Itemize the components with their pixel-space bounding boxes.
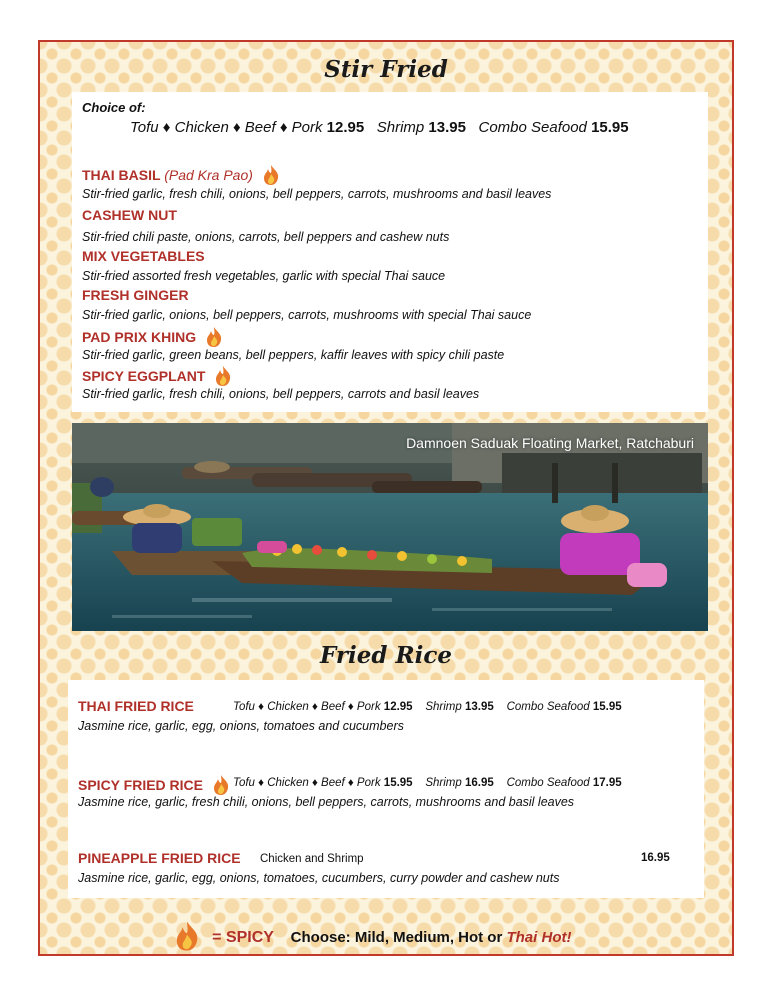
- price-combo: 15.95: [592, 701, 622, 713]
- menu-item-desc: Jasmine rice, garlic, egg, onions, tomatoes, cucumbers, curry powder and cashew nuts: [78, 871, 560, 885]
- combo-label: Combo Seafood: [478, 119, 587, 136]
- combo-label: Combo Seafood: [506, 777, 590, 789]
- price-shrimp: 13.95: [465, 701, 494, 713]
- menu-item-name: [82, 164, 281, 189]
- spicy-legend: [172, 920, 571, 954]
- menu-item-name: THAI FRIED RICE: [78, 698, 194, 714]
- price-shrimp: 13.95: [428, 119, 466, 136]
- spicy-label: = SPICY: [212, 928, 274, 946]
- item-price-line: [233, 701, 622, 713]
- menu-item-desc: Jasmine rice, garlic, fresh chili, onions, bell peppers, carrots, mushrooms and basil leaves: [78, 795, 575, 809]
- item-choice: Chicken and Shrimp: [260, 853, 364, 865]
- photo-caption: Damnoen Saduak Floating Market, Ratchaburi: [406, 435, 694, 451]
- stir-fried-title: Stir Fried: [324, 56, 448, 83]
- thai-hot-label: Thai Hot!: [506, 928, 572, 946]
- choice-line: [130, 119, 629, 136]
- price-basic: 12.95: [383, 701, 413, 713]
- menu-item-desc: Stir-fried chili paste, onions, carrots, bell peppers and cashew nuts: [82, 230, 450, 244]
- menu-item-name: PINEAPPLE FRIED RICE: [78, 850, 241, 866]
- flame-icon: [261, 164, 281, 189]
- item-title: PAD PRIX KHING: [82, 329, 197, 346]
- shrimp-label: Shrimp: [425, 777, 462, 789]
- menu-item-desc: Stir-fried garlic, fresh chili, onions, bell peppers, carrots and basil leaves: [82, 387, 480, 401]
- item-title: SPICY FRIED RICE: [78, 777, 203, 794]
- menu-item-desc: Jasmine rice, garlic, egg, onions, tomatoes and cucumbers: [78, 719, 404, 733]
- heat-levels: Choose: Mild, Medium, Hot or: [290, 928, 503, 946]
- price-basic: 15.95: [383, 777, 413, 789]
- menu-item-desc: Stir-fried assorted fresh vegetables, garlic with special Thai sauce: [82, 269, 446, 283]
- protein-choices: Tofu ♦ Chicken ♦ Beef ♦ Pork: [130, 119, 323, 136]
- item-title: THAI BASIL: [82, 167, 161, 184]
- flame-icon: [172, 920, 202, 956]
- price-combo: 15.95: [591, 119, 629, 136]
- protein-choices: Tofu ♦ Chicken ♦ Beef ♦ Pork: [233, 701, 381, 713]
- choice-label: Choice of:: [82, 100, 146, 115]
- item-alt-name: (Pad Kra Pao): [164, 167, 253, 184]
- menu-item-desc: Stir-fried garlic, fresh chili, onions, bell peppers, carrots, mushrooms and basil leaves: [82, 187, 552, 201]
- menu-item-name: FRESH GINGER: [82, 287, 189, 303]
- item-price-line: [233, 777, 622, 789]
- shrimp-label: Shrimp: [376, 119, 425, 136]
- menu-item-desc: Stir-fried garlic, green beans, bell peppers, kaffir leaves with spicy chili paste: [82, 348, 505, 362]
- price-combo: 17.95: [592, 777, 622, 789]
- menu-item-desc: Stir-fried garlic, onions, bell peppers, carrots, mushrooms with special Thai sauce: [82, 308, 532, 322]
- protein-choices: Tofu ♦ Chicken ♦ Beef ♦ Pork: [233, 777, 381, 789]
- floating-market-illustration: [72, 423, 708, 631]
- combo-label: Combo Seafood: [506, 701, 590, 713]
- price-basic: 12.95: [326, 119, 365, 136]
- menu-item-name: MIX VEGETABLES: [82, 248, 205, 264]
- menu-item-name: CASHEW NUT: [82, 207, 177, 223]
- floating-market-photo: [72, 423, 708, 631]
- fried-rice-title: Fried Rice: [320, 642, 452, 669]
- item-price: 16.95: [641, 852, 670, 864]
- shrimp-label: Shrimp: [425, 701, 462, 713]
- item-title: SPICY EGGPLANT: [82, 368, 206, 385]
- price-shrimp: 16.95: [465, 777, 494, 789]
